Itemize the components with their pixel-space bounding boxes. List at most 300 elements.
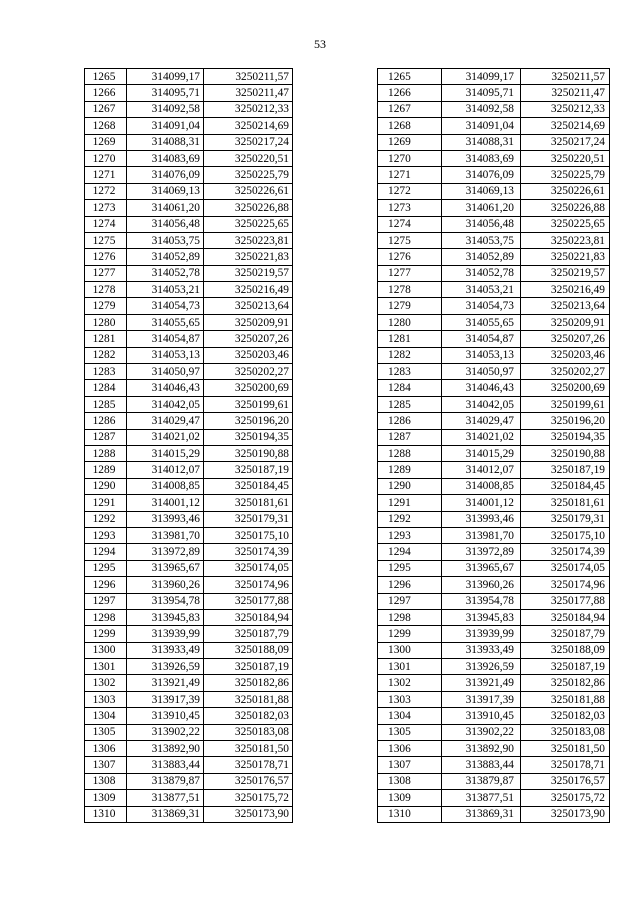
x-coordinate-cell: 313910,45 (127, 708, 204, 724)
point-number-cell: 1287 (85, 429, 127, 445)
point-number-cell: 1285 (378, 396, 442, 412)
table-row (85, 741, 293, 757)
table-row (85, 413, 293, 429)
y-coordinate-cell: 3250220,51 (204, 150, 293, 166)
x-coordinate-cell: 313879,87 (127, 773, 204, 789)
table-row (85, 282, 293, 298)
point-number-cell: 1276 (85, 249, 127, 265)
x-coordinate-cell: 314088,31 (442, 134, 521, 150)
x-coordinate-cell: 314092,58 (442, 101, 521, 117)
x-coordinate-cell: 314088,31 (127, 134, 204, 150)
point-number-cell: 1270 (85, 150, 127, 166)
table-row (378, 691, 610, 707)
table-row (378, 478, 610, 494)
table-row (85, 364, 293, 380)
table-row (378, 544, 610, 560)
x-coordinate-cell: 313910,45 (442, 708, 521, 724)
y-coordinate-cell: 3250223,81 (521, 232, 610, 248)
table-row (85, 200, 293, 216)
y-coordinate-cell: 3250181,61 (204, 495, 293, 511)
x-coordinate-cell: 314054,73 (442, 298, 521, 314)
y-coordinate-cell: 3250175,10 (521, 527, 610, 543)
y-coordinate-cell: 3250187,19 (204, 462, 293, 478)
y-coordinate-cell: 3250181,50 (204, 741, 293, 757)
x-coordinate-cell: 314076,09 (442, 167, 521, 183)
table-row (378, 462, 610, 478)
point-number-cell: 1271 (85, 167, 127, 183)
x-coordinate-cell: 314021,02 (442, 429, 521, 445)
x-coordinate-cell: 313981,70 (442, 527, 521, 543)
x-coordinate-cell: 314053,13 (442, 347, 521, 363)
x-coordinate-cell: 313965,67 (442, 560, 521, 576)
point-number-cell: 1286 (378, 413, 442, 429)
y-coordinate-cell: 3250225,79 (521, 167, 610, 183)
x-coordinate-cell: 313954,78 (442, 593, 521, 609)
point-number-cell: 1279 (378, 298, 442, 314)
x-coordinate-cell: 314015,29 (442, 445, 521, 461)
point-number-cell: 1287 (378, 429, 442, 445)
table-row (85, 249, 293, 265)
y-coordinate-cell: 3250211,57 (521, 69, 610, 85)
y-coordinate-cell: 3250202,27 (204, 364, 293, 380)
table-row (85, 134, 293, 150)
x-coordinate-cell: 313993,46 (442, 511, 521, 527)
y-coordinate-cell: 3250174,05 (521, 560, 610, 576)
x-coordinate-cell: 314053,75 (442, 232, 521, 248)
y-coordinate-cell: 3250184,45 (521, 478, 610, 494)
table-row (378, 593, 610, 609)
table-row (378, 577, 610, 593)
y-coordinate-cell: 3250216,49 (204, 282, 293, 298)
table-row (378, 413, 610, 429)
point-number-cell: 1302 (85, 675, 127, 691)
y-coordinate-cell: 3250213,64 (521, 298, 610, 314)
table-row (378, 183, 610, 199)
table-row (378, 708, 610, 724)
x-coordinate-cell: 313945,83 (442, 609, 521, 625)
x-coordinate-cell: 313981,70 (127, 527, 204, 543)
x-coordinate-cell: 314053,13 (127, 347, 204, 363)
point-number-cell: 1266 (85, 85, 127, 101)
x-coordinate-cell: 314053,75 (127, 232, 204, 248)
y-coordinate-cell: 3250184,94 (204, 609, 293, 625)
x-coordinate-cell: 313933,49 (127, 642, 204, 658)
x-coordinate-cell: 314061,20 (127, 200, 204, 216)
point-number-cell: 1290 (378, 478, 442, 494)
table-row (378, 445, 610, 461)
x-coordinate-cell: 313883,44 (442, 757, 521, 773)
table-row (85, 724, 293, 740)
point-number-cell: 1298 (378, 609, 442, 625)
table-row (85, 642, 293, 658)
table-row (378, 659, 610, 675)
y-coordinate-cell: 3250174,96 (204, 577, 293, 593)
point-number-cell: 1302 (378, 675, 442, 691)
y-coordinate-cell: 3250188,09 (204, 642, 293, 658)
table-row (378, 216, 610, 232)
x-coordinate-cell: 314083,69 (127, 150, 204, 166)
point-number-cell: 1278 (378, 282, 442, 298)
point-number-cell: 1309 (85, 790, 127, 806)
point-number-cell: 1274 (378, 216, 442, 232)
x-coordinate-cell: 313869,31 (127, 806, 204, 822)
point-number-cell: 1299 (378, 626, 442, 642)
y-coordinate-cell: 3250177,88 (521, 593, 610, 609)
x-coordinate-cell: 314054,87 (442, 331, 521, 347)
point-number-cell: 1268 (378, 118, 442, 134)
y-coordinate-cell: 3250174,39 (204, 544, 293, 560)
point-number-cell: 1295 (378, 560, 442, 576)
point-number-cell: 1267 (85, 101, 127, 117)
table-row (378, 265, 610, 281)
table-row (378, 364, 610, 380)
x-coordinate-cell: 314056,48 (442, 216, 521, 232)
point-number-cell: 1299 (85, 626, 127, 642)
y-coordinate-cell: 3250173,90 (521, 806, 610, 822)
y-coordinate-cell: 3250216,49 (521, 282, 610, 298)
coordinates-table-right (377, 68, 610, 823)
x-coordinate-cell: 314095,71 (127, 85, 204, 101)
table-row (378, 396, 610, 412)
point-number-cell: 1307 (85, 757, 127, 773)
table-row (85, 298, 293, 314)
x-coordinate-cell: 313877,51 (127, 790, 204, 806)
y-coordinate-cell: 3250220,51 (521, 150, 610, 166)
table-row (85, 150, 293, 166)
y-coordinate-cell: 3250226,61 (204, 183, 293, 199)
table-row (378, 527, 610, 543)
table-row (378, 69, 610, 85)
point-number-cell: 1285 (85, 396, 127, 412)
y-coordinate-cell: 3250211,47 (204, 85, 293, 101)
point-number-cell: 1267 (378, 101, 442, 117)
y-coordinate-cell: 3250183,08 (521, 724, 610, 740)
y-coordinate-cell: 3250203,46 (204, 347, 293, 363)
y-coordinate-cell: 3250200,69 (204, 380, 293, 396)
point-number-cell: 1295 (85, 560, 127, 576)
table-row (85, 167, 293, 183)
point-number-cell: 1303 (378, 691, 442, 707)
page-number: 53 (314, 37, 326, 51)
y-coordinate-cell: 3250225,79 (204, 167, 293, 183)
x-coordinate-cell: 313993,46 (127, 511, 204, 527)
point-number-cell: 1272 (378, 183, 442, 199)
y-coordinate-cell: 3250221,83 (204, 249, 293, 265)
x-coordinate-cell: 313892,90 (442, 741, 521, 757)
table-row (378, 200, 610, 216)
point-number-cell: 1275 (378, 232, 442, 248)
x-coordinate-cell: 313965,67 (127, 560, 204, 576)
x-coordinate-cell: 313869,31 (442, 806, 521, 822)
y-coordinate-cell: 3250181,50 (521, 741, 610, 757)
table-row (378, 314, 610, 330)
table-row (378, 118, 610, 134)
table-row (85, 478, 293, 494)
y-coordinate-cell: 3250202,27 (521, 364, 610, 380)
table-row (378, 331, 610, 347)
x-coordinate-cell: 314029,47 (442, 413, 521, 429)
y-coordinate-cell: 3250181,61 (521, 495, 610, 511)
table-row (85, 609, 293, 625)
y-coordinate-cell: 3250187,79 (521, 626, 610, 642)
point-number-cell: 1288 (378, 445, 442, 461)
table-row (85, 118, 293, 134)
point-number-cell: 1281 (85, 331, 127, 347)
point-number-cell: 1277 (85, 265, 127, 281)
x-coordinate-cell: 314055,65 (442, 314, 521, 330)
y-coordinate-cell: 3250187,19 (521, 462, 610, 478)
y-coordinate-cell: 3250221,83 (521, 249, 610, 265)
y-coordinate-cell: 3250226,88 (204, 200, 293, 216)
x-coordinate-cell: 314042,05 (127, 396, 204, 412)
table-row (378, 85, 610, 101)
y-coordinate-cell: 3250182,86 (204, 675, 293, 691)
y-coordinate-cell: 3250217,24 (521, 134, 610, 150)
table-row (378, 609, 610, 625)
table-row (378, 642, 610, 658)
point-number-cell: 1304 (378, 708, 442, 724)
y-coordinate-cell: 3250211,57 (204, 69, 293, 85)
y-coordinate-cell: 3250179,31 (521, 511, 610, 527)
x-coordinate-cell: 313917,39 (442, 691, 521, 707)
table-row (85, 265, 293, 281)
y-coordinate-cell: 3250178,71 (204, 757, 293, 773)
y-coordinate-cell: 3250209,91 (204, 314, 293, 330)
point-number-cell: 1273 (85, 200, 127, 216)
y-coordinate-cell: 3250174,39 (521, 544, 610, 560)
table-row (85, 347, 293, 363)
table-row (378, 380, 610, 396)
y-coordinate-cell: 3250196,20 (204, 413, 293, 429)
table-row (378, 675, 610, 691)
table-row (85, 675, 293, 691)
x-coordinate-cell: 314046,43 (442, 380, 521, 396)
table-row (85, 85, 293, 101)
table-row (85, 495, 293, 511)
table-row (85, 380, 293, 396)
x-coordinate-cell: 314099,17 (442, 69, 521, 85)
x-coordinate-cell: 313921,49 (442, 675, 521, 691)
y-coordinate-cell: 3250183,08 (204, 724, 293, 740)
point-number-cell: 1290 (85, 478, 127, 494)
table-row (85, 331, 293, 347)
table-body (85, 69, 293, 823)
x-coordinate-cell: 314099,17 (127, 69, 204, 85)
point-number-cell: 1275 (85, 232, 127, 248)
point-number-cell: 1303 (85, 691, 127, 707)
x-coordinate-cell: 314083,69 (442, 150, 521, 166)
table-row (378, 741, 610, 757)
table-row (85, 757, 293, 773)
point-number-cell: 1278 (85, 282, 127, 298)
point-number-cell: 1269 (85, 134, 127, 150)
table-row (85, 511, 293, 527)
table-row (85, 577, 293, 593)
y-coordinate-cell: 3250187,19 (204, 659, 293, 675)
point-number-cell: 1277 (378, 265, 442, 281)
point-number-cell: 1274 (85, 216, 127, 232)
x-coordinate-cell: 314052,78 (442, 265, 521, 281)
table-row (378, 150, 610, 166)
x-coordinate-cell: 314054,73 (127, 298, 204, 314)
point-number-cell: 1305 (378, 724, 442, 740)
point-number-cell: 1310 (378, 806, 442, 822)
x-coordinate-cell: 314042,05 (442, 396, 521, 412)
table-row (378, 773, 610, 789)
y-coordinate-cell: 3250173,90 (204, 806, 293, 822)
point-number-cell: 1296 (85, 577, 127, 593)
y-coordinate-cell: 3250175,10 (204, 527, 293, 543)
y-coordinate-cell: 3250203,46 (521, 347, 610, 363)
x-coordinate-cell: 313926,59 (127, 659, 204, 675)
x-coordinate-cell: 313892,90 (127, 741, 204, 757)
x-coordinate-cell: 314012,07 (127, 462, 204, 478)
y-coordinate-cell: 3250182,86 (521, 675, 610, 691)
point-number-cell: 1273 (378, 200, 442, 216)
table-row (85, 790, 293, 806)
x-coordinate-cell: 314012,07 (442, 462, 521, 478)
y-coordinate-cell: 3250174,96 (521, 577, 610, 593)
point-number-cell: 1292 (85, 511, 127, 527)
point-number-cell: 1268 (85, 118, 127, 134)
y-coordinate-cell: 3250213,64 (204, 298, 293, 314)
y-coordinate-cell: 3250187,79 (204, 626, 293, 642)
x-coordinate-cell: 314055,65 (127, 314, 204, 330)
y-coordinate-cell: 3250211,47 (521, 85, 610, 101)
x-coordinate-cell: 314052,89 (127, 249, 204, 265)
y-coordinate-cell: 3250178,71 (521, 757, 610, 773)
y-coordinate-cell: 3250184,45 (204, 478, 293, 494)
y-coordinate-cell: 3250223,81 (204, 232, 293, 248)
y-coordinate-cell: 3250196,20 (521, 413, 610, 429)
x-coordinate-cell: 314021,02 (127, 429, 204, 445)
point-number-cell: 1308 (85, 773, 127, 789)
table-row (378, 429, 610, 445)
x-coordinate-cell: 313972,89 (442, 544, 521, 560)
y-coordinate-cell: 3250182,03 (204, 708, 293, 724)
point-number-cell: 1298 (85, 609, 127, 625)
table-row (85, 527, 293, 543)
x-coordinate-cell: 314091,04 (127, 118, 204, 134)
y-coordinate-cell: 3250217,24 (204, 134, 293, 150)
point-number-cell: 1284 (85, 380, 127, 396)
x-coordinate-cell: 313877,51 (442, 790, 521, 806)
y-coordinate-cell: 3250176,57 (204, 773, 293, 789)
y-coordinate-cell: 3250190,88 (204, 445, 293, 461)
x-coordinate-cell: 313939,99 (127, 626, 204, 642)
table-row (85, 462, 293, 478)
y-coordinate-cell: 3250177,88 (204, 593, 293, 609)
table-row (85, 773, 293, 789)
table-row (378, 167, 610, 183)
point-number-cell: 1293 (378, 527, 442, 543)
x-coordinate-cell: 314069,13 (127, 183, 204, 199)
point-number-cell: 1282 (85, 347, 127, 363)
point-number-cell: 1297 (85, 593, 127, 609)
y-coordinate-cell: 3250219,57 (521, 265, 610, 281)
x-coordinate-cell: 314015,29 (127, 445, 204, 461)
table-row (85, 183, 293, 199)
y-coordinate-cell: 3250207,26 (521, 331, 610, 347)
point-number-cell: 1289 (85, 462, 127, 478)
x-coordinate-cell: 314050,97 (127, 364, 204, 380)
point-number-cell: 1289 (378, 462, 442, 478)
y-coordinate-cell: 3250212,33 (204, 101, 293, 117)
table-row (85, 314, 293, 330)
x-coordinate-cell: 314052,89 (442, 249, 521, 265)
y-coordinate-cell: 3250184,94 (521, 609, 610, 625)
y-coordinate-cell: 3250207,26 (204, 331, 293, 347)
point-number-cell: 1307 (378, 757, 442, 773)
point-number-cell: 1272 (85, 183, 127, 199)
x-coordinate-cell: 314076,09 (127, 167, 204, 183)
table-row (378, 724, 610, 740)
table-row (85, 396, 293, 412)
table-row (85, 560, 293, 576)
y-coordinate-cell: 3250219,57 (204, 265, 293, 281)
y-coordinate-cell: 3250199,61 (204, 396, 293, 412)
y-coordinate-cell: 3250225,65 (204, 216, 293, 232)
y-coordinate-cell: 3250181,88 (521, 691, 610, 707)
y-coordinate-cell: 3250179,31 (204, 511, 293, 527)
x-coordinate-cell: 313926,59 (442, 659, 521, 675)
table-row (378, 298, 610, 314)
table-row (378, 232, 610, 248)
point-number-cell: 1300 (378, 642, 442, 658)
x-coordinate-cell: 314095,71 (442, 85, 521, 101)
x-coordinate-cell: 314092,58 (127, 101, 204, 117)
table-row (85, 593, 293, 609)
table-row (85, 806, 293, 822)
y-coordinate-cell: 3250174,05 (204, 560, 293, 576)
table-body (378, 69, 610, 823)
table-row (378, 101, 610, 117)
table-row (378, 757, 610, 773)
y-coordinate-cell: 3250214,69 (204, 118, 293, 134)
table-row (378, 560, 610, 576)
y-coordinate-cell: 3250200,69 (521, 380, 610, 396)
y-coordinate-cell: 3250188,09 (521, 642, 610, 658)
x-coordinate-cell: 313921,49 (127, 675, 204, 691)
y-coordinate-cell: 3250190,88 (521, 445, 610, 461)
table-row (378, 790, 610, 806)
x-coordinate-cell: 314008,85 (442, 478, 521, 494)
point-number-cell: 1283 (85, 364, 127, 380)
point-number-cell: 1310 (85, 806, 127, 822)
y-coordinate-cell: 3250226,88 (521, 200, 610, 216)
x-coordinate-cell: 314052,78 (127, 265, 204, 281)
table-row (378, 806, 610, 822)
point-number-cell: 1265 (85, 69, 127, 85)
point-number-cell: 1306 (378, 741, 442, 757)
point-number-cell: 1266 (378, 85, 442, 101)
x-coordinate-cell: 314008,85 (127, 478, 204, 494)
table-row (85, 691, 293, 707)
y-coordinate-cell: 3250175,72 (204, 790, 293, 806)
point-number-cell: 1282 (378, 347, 442, 363)
table-row (85, 708, 293, 724)
table-row (378, 495, 610, 511)
x-coordinate-cell: 313960,26 (127, 577, 204, 593)
x-coordinate-cell: 313960,26 (442, 577, 521, 593)
x-coordinate-cell: 314001,12 (127, 495, 204, 511)
point-number-cell: 1280 (378, 314, 442, 330)
point-number-cell: 1292 (378, 511, 442, 527)
x-coordinate-cell: 314056,48 (127, 216, 204, 232)
y-coordinate-cell: 3250194,35 (521, 429, 610, 445)
y-coordinate-cell: 3250214,69 (521, 118, 610, 134)
x-coordinate-cell: 313917,39 (127, 691, 204, 707)
